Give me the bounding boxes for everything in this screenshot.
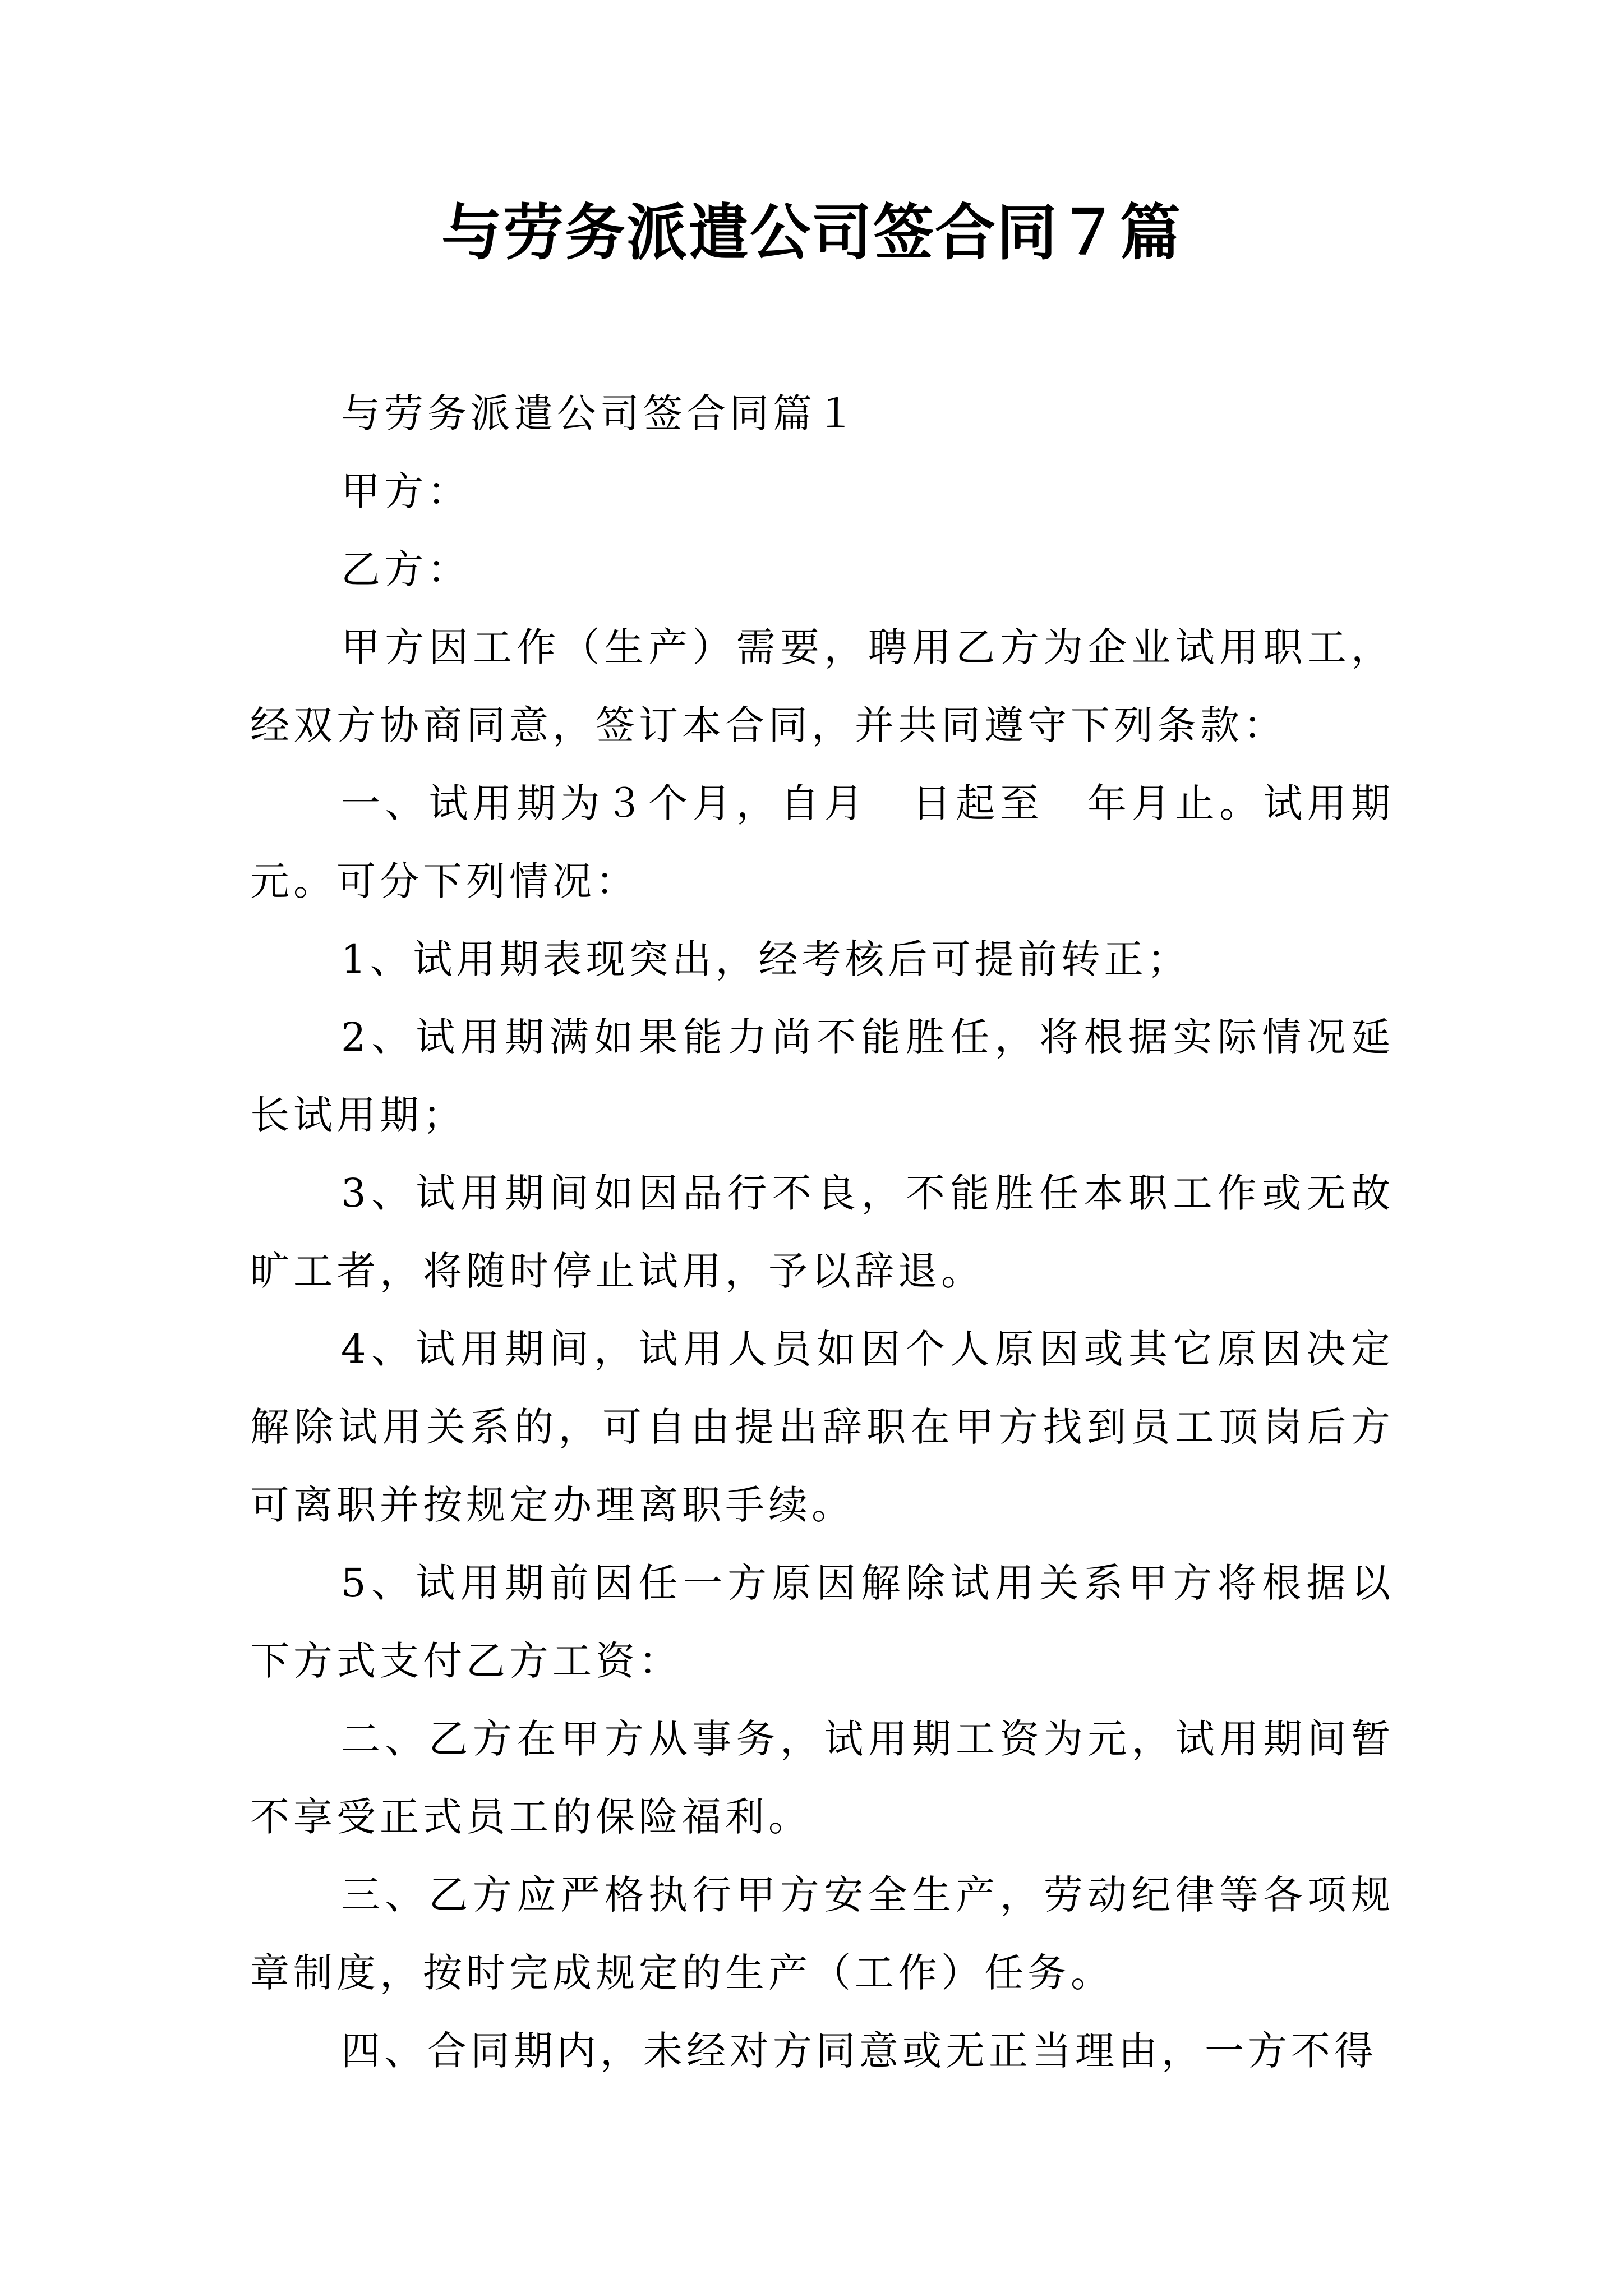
paragraph-item-3: 3、试用期间如因品行不良，不能胜任本职工作或无故旷工者，将随时停止试用，予以辞退。	[250, 1170, 1394, 1294]
paragraph-clause-1: 一、试用期为３个月，自月 日起至 年月止。试用期元。可分下列情况：	[250, 780, 1394, 904]
paragraph-party-a: 甲方：	[341, 468, 471, 514]
paragraph-item-5: 5、试用期前因任一方原因解除试用关系甲方将根据以下方式支付乙方工资：	[250, 1560, 1394, 1684]
paragraph-party-b: 乙方：	[341, 546, 471, 592]
document-body	[250, 375, 1394, 2090]
paragraph-preamble: 甲方因工作（生产）需要，聘用乙方为企业试用职工，经双方协商同意，签订本合同，并共同遵守下列条款：	[250, 624, 1394, 748]
paragraph-item-2: 2、试用期满如果能力尚不能胜任，将根据实际情况延长试用期；	[250, 1014, 1394, 1138]
paragraph-clause-2: 二、乙方在甲方从事务，试用期工资为元，试用期间暂不享受正式员工的保险福利。	[250, 1716, 1394, 1840]
document-title: 与劳务派遣公司签合同７篇	[441, 197, 1182, 268]
paragraph-item-4: 4、试用期间，试用人员如因个人原因或其它原因决定解除试用关系的，可自由提出辞职在甲方找到员工顶岗后方可离职并按规定办理离职手续。	[250, 1326, 1394, 1528]
paragraph-clause-3: 三、乙方应严格执行甲方安全生产，劳动纪律等各项规章制度，按时完成规定的生产（工作）任务。	[250, 1872, 1394, 1996]
paragraph-clause-4: 四、合同期内，未经对方同意或无正当理由，一方不得	[341, 2028, 1377, 2074]
paragraph-item-1: 1、试用期表现突出，经考核后可提前转正；	[341, 936, 1191, 982]
paragraph-section-heading: 与劳务派遣公司签合同篇１	[341, 390, 859, 436]
